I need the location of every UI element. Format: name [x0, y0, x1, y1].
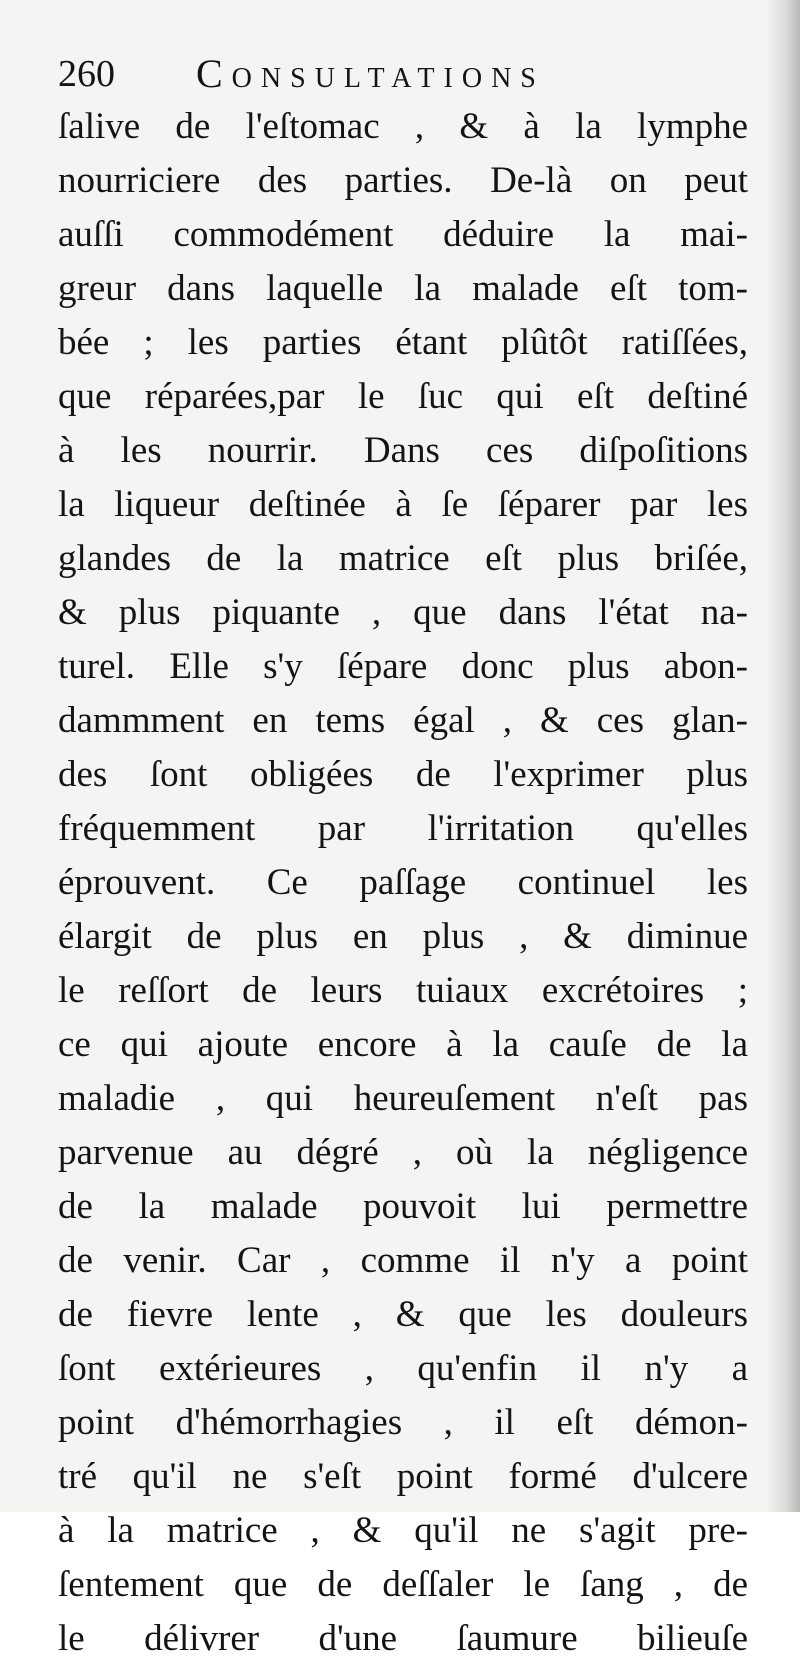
- body-text: [58, 100, 748, 1666]
- text-line: & plus piquante , que dans l'état na-: [58, 592, 748, 633]
- text-line: auſſi commodément déduire la mai-: [58, 214, 748, 255]
- text-line: glandes de la matrice eſt plus briſée,: [58, 538, 748, 579]
- text-line: bée ; les parties étant plûtôt ratiſſées,: [58, 322, 748, 363]
- text-line: nourriciere des parties. De-là on peut: [58, 160, 748, 201]
- text-line: élargit de plus en plus , & diminue: [58, 916, 748, 957]
- text-line: tré qu'il ne s'eſt point formé d'ulcere: [58, 1456, 748, 1497]
- text-line: que réparées,par le ſuc qui eſt deſtiné: [58, 376, 748, 417]
- text-line: le délivrer d'une ſaumure bilieuſe: [58, 1618, 748, 1659]
- text-line: maladie , qui heureuſement n'eſt pas: [58, 1078, 748, 1119]
- text-line: dammment en tems égal , & ces glan-: [58, 700, 748, 741]
- text-line: le reſſort de leurs tuiaux excrétoires ;: [58, 970, 748, 1011]
- text-line: parvenue au dégré , où la négligence: [58, 1132, 748, 1173]
- text-line: des ſont obligées de l'exprimer plus: [58, 754, 748, 795]
- text-line: fréquemment par l'irritation qu'elles: [58, 808, 748, 849]
- text-line: ſentement que de deſſaler le ſang , de: [58, 1564, 748, 1605]
- text-line: éprouvent. Ce paſſage continuel les: [58, 862, 748, 903]
- text-line: ſalive de l'eſtomac , & à la lymphe: [58, 106, 748, 147]
- text-line: de fievre lente , & que les douleurs: [58, 1294, 748, 1335]
- page-header: [58, 44, 748, 100]
- text-line: de la malade pouvoit lui permettre: [58, 1186, 748, 1227]
- text-line: de venir. Car , comme il n'y a point: [58, 1240, 748, 1281]
- text-line: turel. Elle s'y ſépare donc plus abon-: [58, 646, 748, 687]
- text-line: greur dans laquelle la malade eſt tom-: [58, 268, 748, 309]
- text-line: ce qui ajoute encore à la cauſe de la: [58, 1024, 748, 1065]
- running-title: Consultations: [196, 51, 545, 96]
- text-line: à la matrice , & qu'il ne s'agit pre-: [58, 1510, 748, 1551]
- text-line: ſont extérieures , qu'enfin il n'y a: [58, 1348, 748, 1389]
- text-line: à les nourrir. Dans ces diſpoſitions: [58, 430, 748, 471]
- page-number: 260: [58, 53, 115, 95]
- text-line: la liqueur deſtinée à ſe ſéparer par les: [58, 484, 748, 525]
- text-line: point d'hémorrhagies , il eſt démon-: [58, 1402, 748, 1443]
